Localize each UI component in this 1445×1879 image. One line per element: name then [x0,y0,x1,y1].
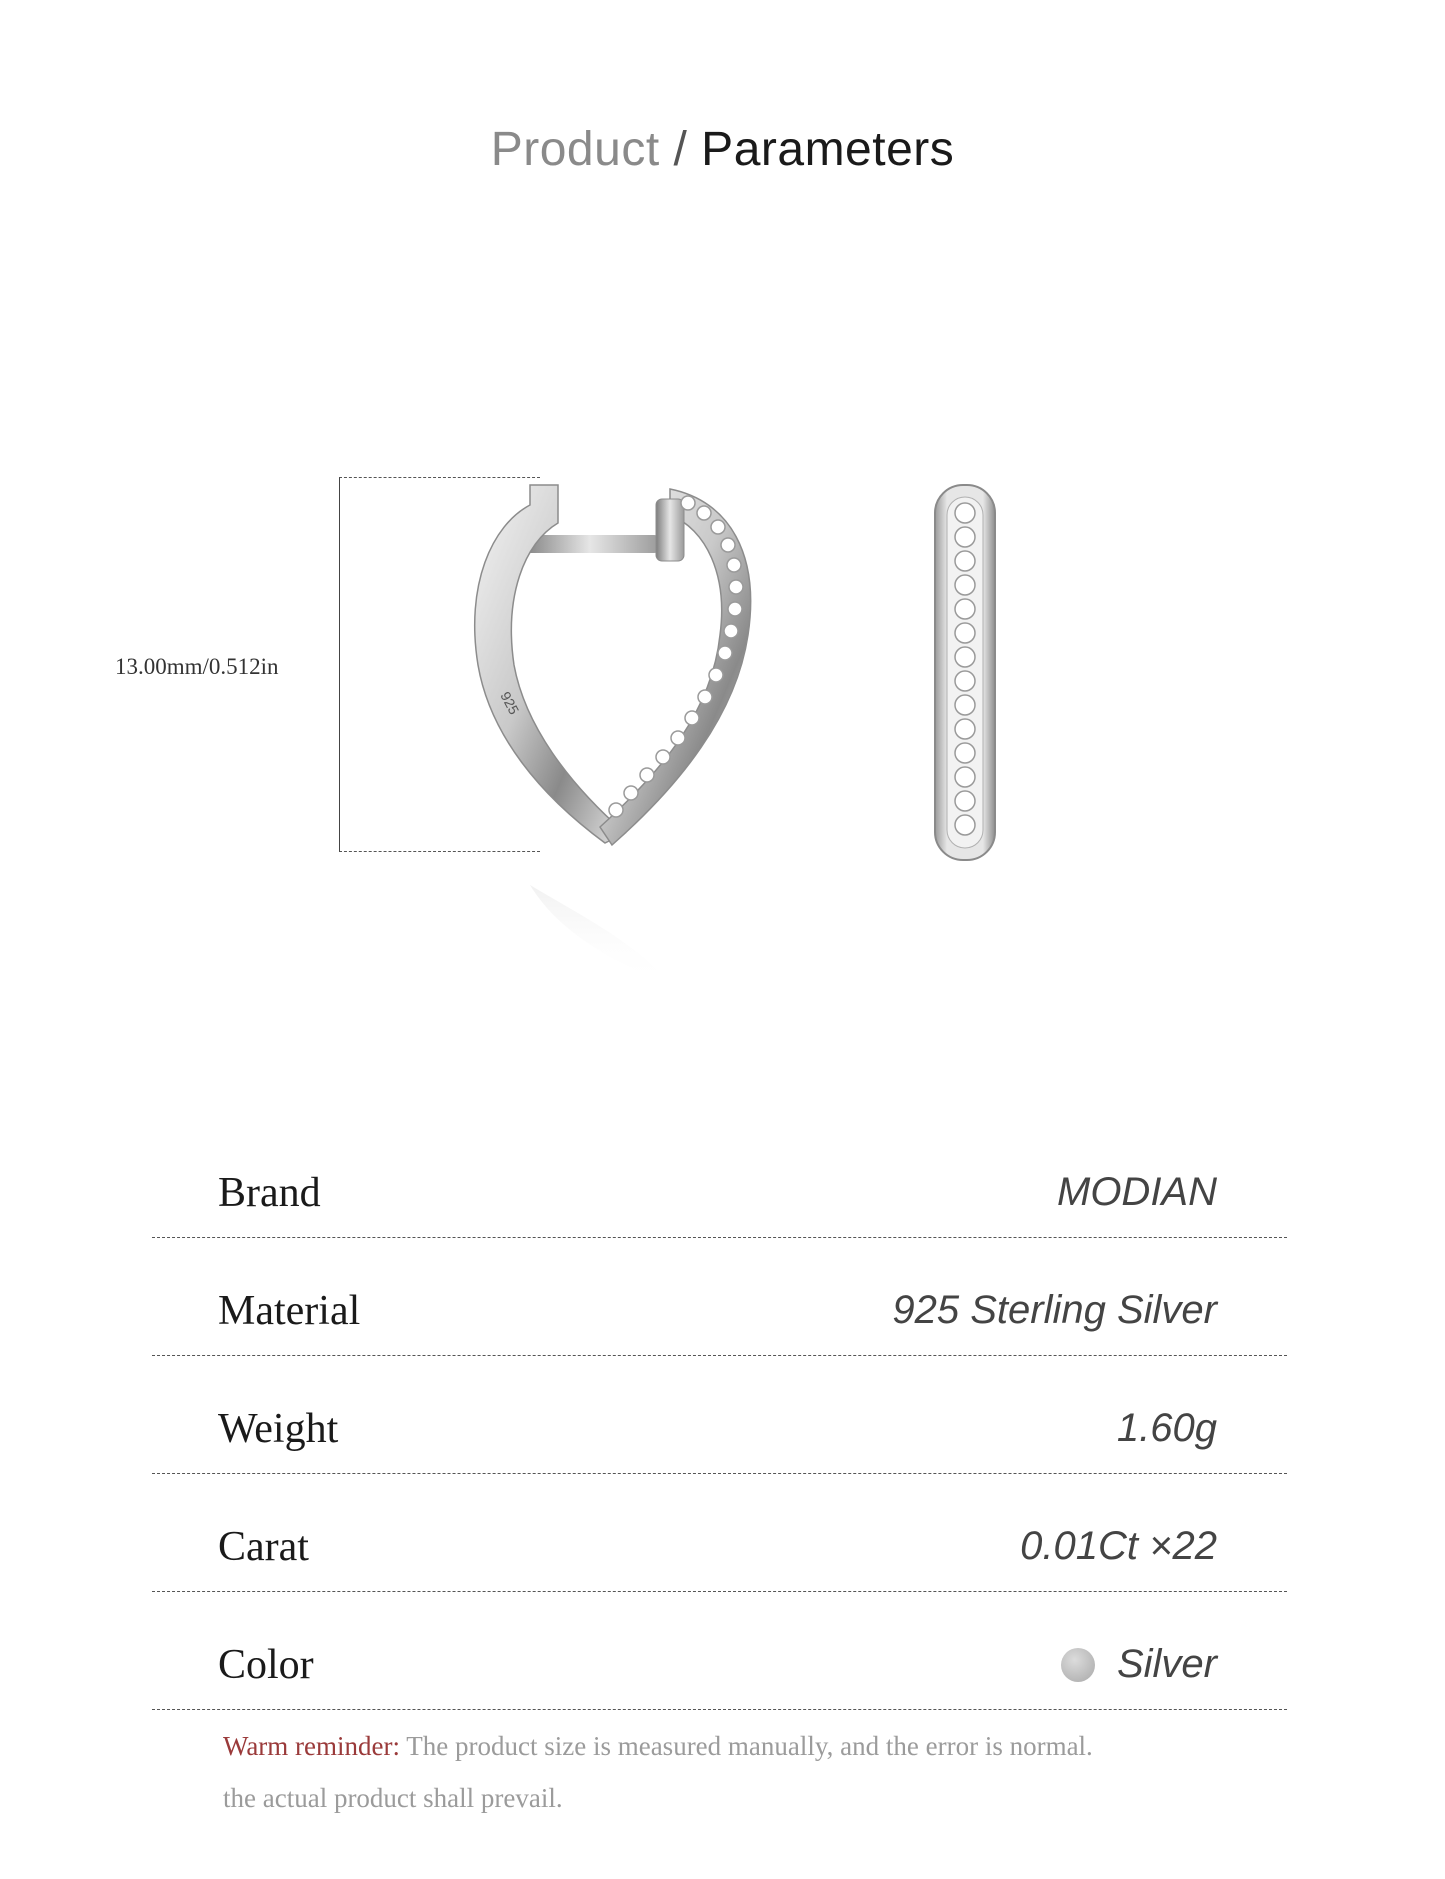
param-row-color [152,1592,1287,1710]
param-label: Carat [218,1524,309,1570]
parameters-table [152,1120,1287,1710]
warm-reminder [223,1720,1093,1824]
color-swatch [1061,1648,1095,1682]
param-label: Material [218,1288,361,1334]
param-row-carat [152,1474,1287,1592]
param-value: MODIAN [1057,1170,1217,1214]
reminder-line1 [223,1720,1093,1772]
param-row-material [152,1238,1287,1356]
reminder-line2: the actual product shall prevail. [223,1783,563,1813]
earring-front-image [430,465,810,1005]
earring-stamp: 925 [497,688,523,718]
param-value: 925 Sterling Silver [892,1288,1217,1332]
title-separator: / [659,123,702,176]
param-label: Brand [218,1170,321,1216]
param-value: 1.60g [1116,1406,1217,1450]
param-row-brand [152,1120,1287,1238]
reminder-text1: The product size is measured manually, and the error is normal. [400,1731,1093,1761]
page-title [0,122,1445,177]
param-label: Weight [218,1406,339,1452]
reminder-prefix: Warm reminder: [223,1731,401,1761]
param-row-weight [152,1356,1287,1474]
earring-side-image [925,475,1005,905]
title-part1: Product [490,123,660,176]
param-value-color [1061,1642,1217,1687]
param-label: Color [218,1642,314,1688]
param-value: 0.01Ct ×22 [1020,1524,1217,1568]
dimension-label: 13.00mm/0.512in [115,654,279,679]
title-part2: Parameters [701,123,955,176]
color-value: Silver [1116,1642,1217,1686]
